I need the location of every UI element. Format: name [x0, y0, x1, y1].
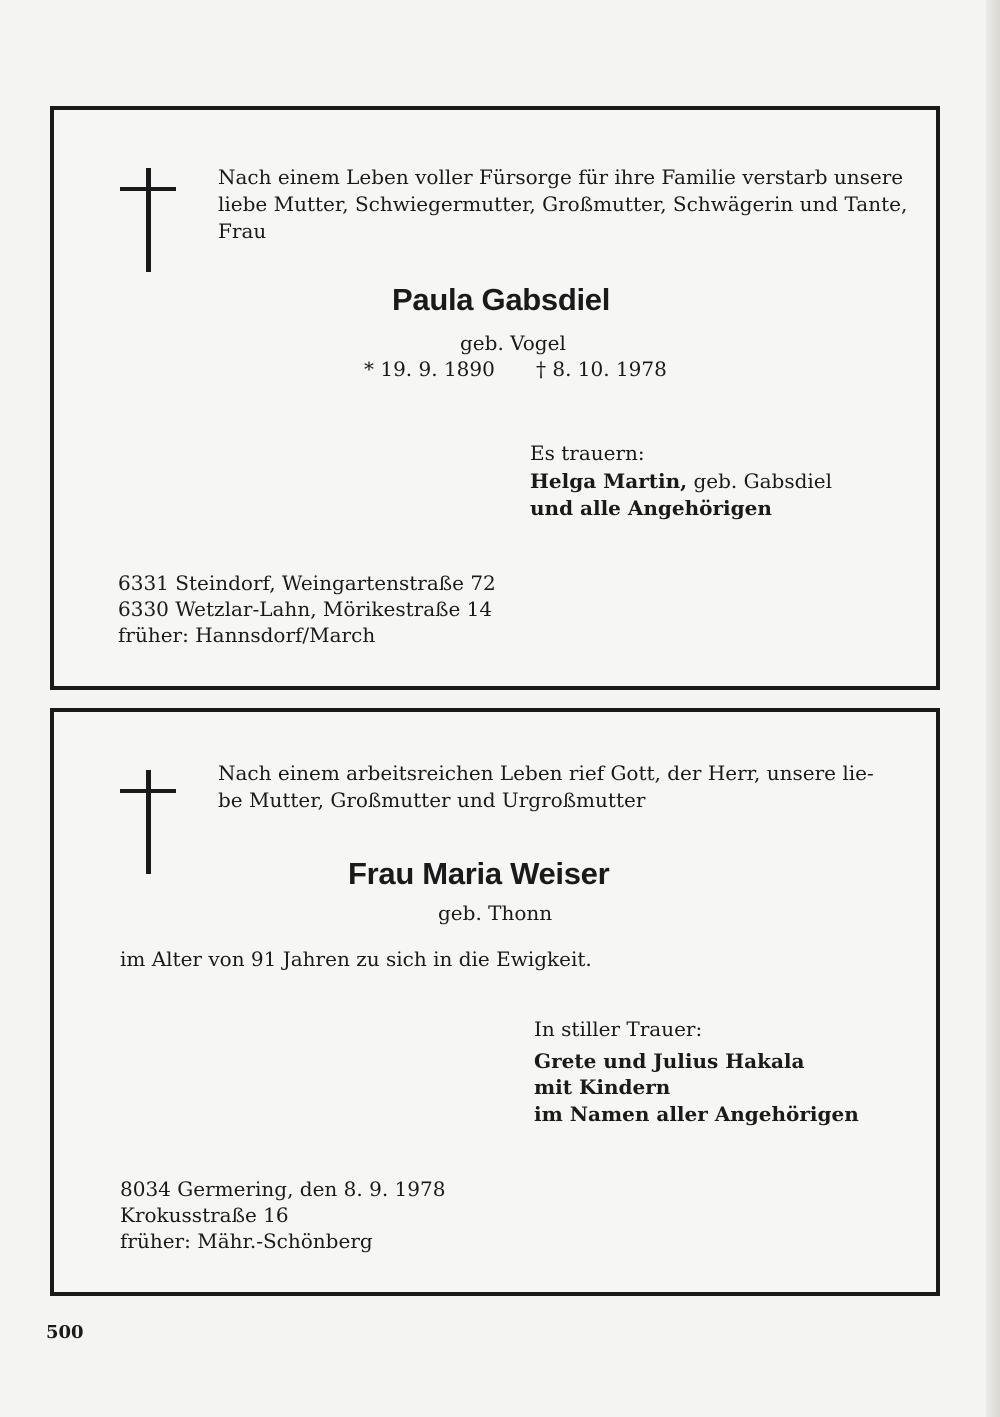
- deceased-name: Paula Gabsdiel: [392, 282, 611, 317]
- deceased-name: Frau Maria Weiser: [348, 856, 610, 891]
- birth-name: geb. Vogel: [460, 331, 566, 355]
- age-line: im Alter von 91 Jahren zu sich in die Ewigkeit.: [120, 947, 592, 971]
- intro-text-line: be Mutter, Großmutter und Urgroßmutter: [218, 788, 646, 812]
- intro-text-line: Nach einem arbeitsreichen Leben rief Gott, der Herr, unsere lie-: [218, 761, 874, 785]
- place-line: früher: Mähr.-Schönberg: [120, 1229, 373, 1253]
- address-line: 6330 Wetzlar-Lahn, Mörikestraße 14: [118, 597, 493, 621]
- obituary-notice-weiser: [50, 708, 940, 1296]
- address-line: 6331 Steindorf, Weingartenstraße 72: [118, 571, 496, 595]
- mourners-heading: In stiller Trauer:: [534, 1017, 703, 1041]
- mourners-heading: Es trauern:: [530, 441, 645, 465]
- mourner-birth-name: geb. Gabsdiel: [687, 469, 833, 493]
- relatives-line: und alle Angehörigen: [530, 496, 772, 520]
- page-number: 500: [46, 1322, 84, 1343]
- place-line: 8034 Germering, den 8. 9. 1978: [120, 1177, 446, 1201]
- place-line: Krokusstraße 16: [120, 1203, 289, 1227]
- mourner-line: mit Kindern: [534, 1075, 671, 1099]
- page-edge: [986, 0, 1000, 1417]
- address-line: früher: Hannsdorf/March: [118, 623, 376, 647]
- mourner-name: Helga Martin,: [530, 469, 688, 493]
- birth-name: geb. Thonn: [438, 901, 553, 925]
- death-date: † 8. 10. 1978: [536, 357, 667, 381]
- mourner-line: [530, 468, 832, 495]
- birth-date: * 19. 9. 1890: [364, 357, 495, 381]
- obituary-notice-gabsdiel: [50, 106, 940, 690]
- intro-text: Nach einem Leben voller Fürsorge für ihre Familie verstarb unsere liebe Mutter, Schwiegermutter, Großmutter, Schwägerin und Tante, Frau: [218, 165, 908, 243]
- mourner-line: im Namen aller Angehörigen: [534, 1102, 859, 1126]
- mourner-line: Grete und Julius Hakala: [534, 1049, 805, 1073]
